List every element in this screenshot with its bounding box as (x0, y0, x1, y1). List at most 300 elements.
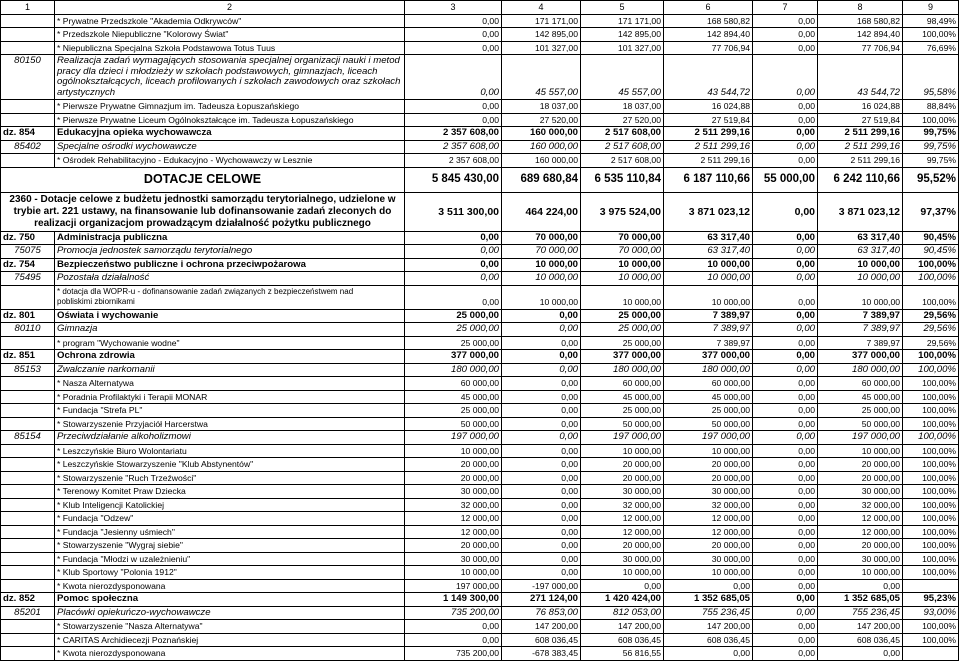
section-code (1, 485, 55, 499)
section-row (1, 350, 959, 364)
value-cell: 10 000,00 (581, 444, 664, 458)
value-cell: 0,00 (753, 309, 818, 323)
value-cell: 0,00 (502, 458, 581, 472)
value-cell: 63 317,40 (664, 245, 753, 259)
value-cell: 20 000,00 (818, 458, 903, 472)
value-cell: 30 000,00 (664, 552, 753, 566)
section-code (1, 28, 55, 42)
table-row (1, 539, 959, 553)
row-label: 2360 - Dotacje celowe z budżetu jednostki samorządu terytorialnego, udzielone w trybie art. 221 ustawy, na finansowanie lub dofinansowanie zadań zleconych do realizacji organizacjom prowadzącym działalność pożytku publicznego (1, 192, 405, 231)
column-number: 7 (753, 1, 818, 15)
value-cell: 0,00 (502, 363, 581, 377)
section-row (1, 127, 959, 141)
value-cell: 0,00 (753, 258, 818, 272)
value-cell: 0,00 (502, 444, 581, 458)
section-code (1, 100, 55, 114)
value-cell (903, 647, 959, 661)
value-cell: 20 000,00 (818, 471, 903, 485)
table-row (1, 41, 959, 55)
value-cell: 25 000,00 (818, 404, 903, 418)
row-label: Ochrona zdrowia (55, 350, 405, 364)
row-label: Pomoc społeczna (55, 593, 405, 607)
value-cell: 464 224,00 (502, 192, 581, 231)
value-cell: 6 187 110,66 (664, 167, 753, 192)
value-cell: 0,00 (753, 512, 818, 526)
row-label: Promocja jednostek samorządu terytorialnego (55, 245, 405, 259)
row-label: * Terenowy Komitet Praw Dziecka (55, 485, 405, 499)
value-cell: 10 000,00 (818, 285, 903, 309)
value-cell: 20 000,00 (581, 539, 664, 553)
value-cell: 0,00 (502, 350, 581, 364)
value-cell: 147 200,00 (581, 620, 664, 634)
row-label: * Klub Sportowy "Polonia 1912" (55, 566, 405, 580)
value-cell: 100,00% (903, 431, 959, 445)
value-cell: 168 580,82 (818, 14, 903, 28)
value-cell: 27 520,00 (502, 113, 581, 127)
value-cell: 0,00 (405, 272, 502, 286)
table-row (1, 417, 959, 431)
table-row (1, 485, 959, 499)
section-code (1, 390, 55, 404)
value-cell: 0,00 (753, 444, 818, 458)
value-cell: 1 352 685,05 (818, 593, 903, 607)
table-row (1, 444, 959, 458)
value-cell: 0,00 (753, 377, 818, 391)
value-cell: 3 871 023,12 (818, 192, 903, 231)
value-cell: 88,84% (903, 100, 959, 114)
column-number: 4 (502, 1, 581, 15)
row-label: * Stowarzyszenie "Ruch Trzeźwości" (55, 471, 405, 485)
value-cell: 45 000,00 (405, 390, 502, 404)
value-cell: 0,00 (753, 471, 818, 485)
value-cell: 147 200,00 (818, 620, 903, 634)
value-cell: 0,00 (502, 512, 581, 526)
value-cell: -678 383,45 (502, 647, 581, 661)
value-cell: 10 000,00 (818, 444, 903, 458)
value-cell: 0,00 (753, 323, 818, 337)
subsection-row (1, 363, 959, 377)
value-cell: 0,00 (502, 552, 581, 566)
value-cell: 0,00 (502, 431, 581, 445)
table-row (1, 336, 959, 350)
value-cell: 101 327,00 (581, 41, 664, 55)
value-cell: 608 036,45 (818, 633, 903, 647)
value-cell: 20 000,00 (664, 539, 753, 553)
value-cell: 18 037,00 (581, 100, 664, 114)
value-cell: 0,00 (753, 272, 818, 286)
row-label: Przeciwdziałanie alkoholizmowi (55, 431, 405, 445)
value-cell: 76,69% (903, 41, 959, 55)
value-cell: 2 511 299,16 (818, 127, 903, 141)
value-cell: 43 544,72 (664, 55, 753, 100)
row-label: * Kwota nierozdysponowana (55, 579, 405, 593)
value-cell: 90,45% (903, 245, 959, 259)
value-cell: 100,00% (903, 363, 959, 377)
value-cell: 0,00 (405, 100, 502, 114)
value-cell: 1 352 685,05 (664, 593, 753, 607)
table-row (1, 552, 959, 566)
value-cell: 25 000,00 (405, 309, 502, 323)
value-cell: 0,00 (753, 539, 818, 553)
value-cell: 10 000,00 (818, 258, 903, 272)
row-label-line: pobliskimi zbiornikami (57, 297, 135, 306)
value-cell: 0,00 (753, 363, 818, 377)
table-body (1, 1, 959, 661)
section-code (1, 552, 55, 566)
value-cell: 93,00% (903, 606, 959, 620)
value-cell: 99,75% (903, 140, 959, 154)
value-cell: 10 000,00 (664, 444, 753, 458)
value-cell: 30 000,00 (818, 485, 903, 499)
row-label (55, 285, 405, 309)
value-cell: 12 000,00 (405, 512, 502, 526)
value-cell: 180 000,00 (664, 363, 753, 377)
section-code (1, 377, 55, 391)
grant-group-row (1, 192, 959, 231)
value-cell: 99,75% (903, 154, 959, 168)
value-cell: 25 000,00 (664, 404, 753, 418)
table-row (1, 498, 959, 512)
table-row (1, 113, 959, 127)
value-cell: 2 511 299,16 (664, 154, 753, 168)
value-cell: 100,00% (903, 350, 959, 364)
value-cell: 25 000,00 (405, 336, 502, 350)
row-label: * Fundacja "Jesienny uśmiech" (55, 525, 405, 539)
value-cell: 0,00 (753, 404, 818, 418)
value-cell: 0,00 (405, 55, 502, 100)
value-cell: 2 511 299,16 (664, 140, 753, 154)
value-cell: 0,00 (502, 498, 581, 512)
value-cell: 7 389,97 (818, 309, 903, 323)
section-code (1, 525, 55, 539)
value-cell: 171 171,00 (581, 14, 664, 28)
value-cell: 0,00 (664, 579, 753, 593)
value-cell: 2 517 608,00 (581, 140, 664, 154)
value-cell: 377 000,00 (818, 350, 903, 364)
section-code (1, 336, 55, 350)
value-cell: 0,00 (753, 620, 818, 634)
section-code (1, 41, 55, 55)
section-code: 85402 (1, 140, 55, 154)
value-cell: 735 200,00 (405, 647, 502, 661)
subsection-row (1, 140, 959, 154)
value-cell: 0,00 (502, 404, 581, 418)
value-cell: 32 000,00 (581, 498, 664, 512)
value-cell: 1 420 424,00 (581, 593, 664, 607)
value-cell: 10 000,00 (405, 566, 502, 580)
row-label: * Leszczyńskie Stowarzyszenie "Klub Abstynentów" (55, 458, 405, 472)
section-code: dz. 852 (1, 593, 55, 607)
column-number: 3 (405, 1, 502, 15)
row-label: Gimnazja (55, 323, 405, 337)
value-cell: 100,00% (903, 285, 959, 309)
value-cell: 12 000,00 (664, 512, 753, 526)
value-cell: 30 000,00 (405, 552, 502, 566)
table-row (1, 525, 959, 539)
section-code (1, 285, 55, 309)
value-cell: 10 000,00 (581, 285, 664, 309)
value-cell: 608 036,45 (581, 633, 664, 647)
value-cell: 197 000,00 (405, 579, 502, 593)
value-cell: 100,00% (903, 113, 959, 127)
value-cell: 0,00 (405, 620, 502, 634)
value-cell: 18 037,00 (502, 100, 581, 114)
value-cell: 0,00 (405, 41, 502, 55)
value-cell: 180 000,00 (581, 363, 664, 377)
column-number: 1 (1, 1, 55, 15)
value-cell: 30 000,00 (581, 485, 664, 499)
value-cell: 12 000,00 (405, 525, 502, 539)
value-cell: 63 317,40 (818, 231, 903, 245)
row-label: * Fundacja "Młodzi w uzależnieniu" (55, 552, 405, 566)
value-cell: 30 000,00 (818, 552, 903, 566)
section-code (1, 512, 55, 526)
value-cell: 45 000,00 (664, 390, 753, 404)
table-row (1, 633, 959, 647)
section-code: 75495 (1, 272, 55, 286)
value-cell: 55 000,00 (753, 167, 818, 192)
section-code: 85153 (1, 363, 55, 377)
subsection-row (1, 272, 959, 286)
value-cell: 95,52% (903, 167, 959, 192)
value-cell: 20 000,00 (405, 458, 502, 472)
value-cell: 608 036,45 (664, 633, 753, 647)
value-cell: 29,56% (903, 309, 959, 323)
subsection-row (1, 606, 959, 620)
total-row (1, 167, 959, 192)
value-cell: 10 000,00 (581, 272, 664, 286)
section-code (1, 14, 55, 28)
row-label: Administracja publiczna (55, 231, 405, 245)
column-number-header (1, 1, 959, 15)
value-cell: 50 000,00 (664, 417, 753, 431)
value-cell: 147 200,00 (502, 620, 581, 634)
value-cell: 142 895,00 (581, 28, 664, 42)
value-cell: 0,00 (502, 525, 581, 539)
value-cell: 25 000,00 (581, 336, 664, 350)
value-cell: 90,45% (903, 231, 959, 245)
section-code (1, 458, 55, 472)
value-cell: 77 706,94 (818, 41, 903, 55)
value-cell: 0,00 (753, 431, 818, 445)
value-cell: 0,00 (753, 55, 818, 100)
value-cell: 70 000,00 (502, 231, 581, 245)
value-cell: 171 171,00 (502, 14, 581, 28)
row-label: * Pierwsze Prywatne Liceum Ogólnokształcące im. Tadeusza Łopuszańskiego (55, 113, 405, 127)
row-label: * Klub Inteligencji Katolickiej (55, 498, 405, 512)
value-cell: 0,00 (753, 498, 818, 512)
value-cell: 10 000,00 (664, 258, 753, 272)
value-cell: 70 000,00 (502, 245, 581, 259)
value-cell: 0,00 (502, 323, 581, 337)
value-cell: 7 389,97 (664, 323, 753, 337)
value-cell: 100,00% (903, 471, 959, 485)
section-code: 80110 (1, 323, 55, 337)
value-cell: 7 389,97 (818, 323, 903, 337)
value-cell: 45 557,00 (581, 55, 664, 100)
value-cell: 10 000,00 (664, 272, 753, 286)
value-cell: 2 511 299,16 (664, 127, 753, 141)
value-cell: 20 000,00 (581, 458, 664, 472)
value-cell: 100,00% (903, 633, 959, 647)
value-cell: 2 357 608,00 (405, 140, 502, 154)
value-cell: 10 000,00 (664, 285, 753, 309)
section-code (1, 498, 55, 512)
value-cell: 142 895,00 (502, 28, 581, 42)
value-cell: 7 389,97 (818, 336, 903, 350)
row-label: * Fundacja "Odzew" (55, 512, 405, 526)
value-cell: 0,00 (502, 336, 581, 350)
row-label: * Poradnia Profilaktyki i Terapii MONAR (55, 390, 405, 404)
value-cell: 27 519,84 (664, 113, 753, 127)
section-code: 85201 (1, 606, 55, 620)
value-cell: 0,00 (502, 417, 581, 431)
value-cell: 27 520,00 (581, 113, 664, 127)
value-cell: 50 000,00 (818, 417, 903, 431)
value-cell: 0,00 (405, 258, 502, 272)
value-cell: 142 894,40 (664, 28, 753, 42)
value-cell: 377 000,00 (405, 350, 502, 364)
row-label: * Stowarzyszenie "Nasza Alternatywa" (55, 620, 405, 634)
value-cell: 100,00% (903, 566, 959, 580)
value-cell: 735 200,00 (405, 606, 502, 620)
value-cell: 608 036,45 (502, 633, 581, 647)
row-label: DOTACJE CELOWE (1, 167, 405, 192)
value-cell: 70 000,00 (581, 231, 664, 245)
value-cell: 12 000,00 (818, 512, 903, 526)
row-label: * Leszczyńskie Biuro Wolontariatu (55, 444, 405, 458)
value-cell: 689 680,84 (502, 167, 581, 192)
value-cell: 2 511 299,16 (818, 140, 903, 154)
section-code: 85154 (1, 431, 55, 445)
value-cell: 12 000,00 (818, 525, 903, 539)
value-cell: 0,00 (753, 525, 818, 539)
row-label: * Kwota nierozdysponowana (55, 647, 405, 661)
value-cell: 0,00 (753, 606, 818, 620)
section-code (1, 620, 55, 634)
value-cell: 0,00 (753, 245, 818, 259)
value-cell: 0,00 (502, 485, 581, 499)
section-code (1, 539, 55, 553)
value-cell: 30 000,00 (664, 485, 753, 499)
value-cell: 70 000,00 (581, 245, 664, 259)
row-label: Bezpieczeństwo publiczne i ochrona przeciwpożarowa (55, 258, 405, 272)
value-cell: 25 000,00 (405, 404, 502, 418)
table-row (1, 28, 959, 42)
subsection-row (1, 55, 959, 100)
value-cell: 10 000,00 (502, 285, 581, 309)
row-label: * Prywatne Przedszkole "Akademia Odkrywców" (55, 14, 405, 28)
table-row (1, 377, 959, 391)
value-cell: 0,00 (502, 309, 581, 323)
value-cell: 10 000,00 (581, 566, 664, 580)
row-label: * Stowarzyszenie Przyjaciół Harcerstwa (55, 417, 405, 431)
value-cell: 30 000,00 (405, 485, 502, 499)
value-cell: 3 511 300,00 (405, 192, 502, 231)
value-cell: 100,00% (903, 498, 959, 512)
value-cell: 100,00% (903, 390, 959, 404)
row-label: * Pierwsze Prywatne Gimnazjum im. Tadeusza Łopuszańskiego (55, 100, 405, 114)
value-cell: 25 000,00 (581, 404, 664, 418)
value-cell: 0,00 (753, 647, 818, 661)
value-cell: 0,00 (502, 390, 581, 404)
value-cell: 60 000,00 (405, 377, 502, 391)
value-cell: 0,00 (753, 192, 818, 231)
value-cell: 0,00 (753, 154, 818, 168)
value-cell: 2 511 299,16 (818, 154, 903, 168)
column-number: 8 (818, 1, 903, 15)
value-cell: 0,00 (753, 285, 818, 309)
row-label: Pozostała działalność (55, 272, 405, 286)
row-label: * Nasza Alternatywa (55, 377, 405, 391)
value-cell: 0,00 (502, 471, 581, 485)
table-row (1, 100, 959, 114)
value-cell: 97,37% (903, 192, 959, 231)
value-cell: 32 000,00 (818, 498, 903, 512)
value-cell: 0,00 (405, 231, 502, 245)
value-cell: 2 357 608,00 (405, 127, 502, 141)
value-cell: 0,00 (753, 417, 818, 431)
table-row (1, 647, 959, 661)
table-row (1, 620, 959, 634)
section-code: dz. 750 (1, 231, 55, 245)
value-cell: 377 000,00 (664, 350, 753, 364)
value-cell: 0,00 (753, 566, 818, 580)
value-cell: 0,00 (753, 593, 818, 607)
value-cell: 0,00 (753, 458, 818, 472)
value-cell: 160 000,00 (502, 140, 581, 154)
value-cell: 12 000,00 (581, 512, 664, 526)
value-cell: 32 000,00 (405, 498, 502, 512)
value-cell: 271 124,00 (502, 593, 581, 607)
row-label: * Przedszkole Niepubliczne "Kolorowy Świat" (55, 28, 405, 42)
value-cell: 6 242 110,66 (818, 167, 903, 192)
row-label: Edukacyjna opieka wychowawcza (55, 127, 405, 141)
table-row (1, 579, 959, 593)
value-cell: 0,00 (753, 28, 818, 42)
value-cell: 755 236,45 (664, 606, 753, 620)
column-number: 9 (903, 1, 959, 15)
value-cell: 10 000,00 (818, 272, 903, 286)
value-cell: 160 000,00 (502, 127, 581, 141)
value-cell: 45 557,00 (502, 55, 581, 100)
value-cell: 0,00 (753, 552, 818, 566)
value-cell: 60 000,00 (818, 377, 903, 391)
value-cell: 27 519,84 (818, 113, 903, 127)
value-cell: 0,00 (753, 336, 818, 350)
value-cell: 100,00% (903, 458, 959, 472)
value-cell: 63 317,40 (664, 231, 753, 245)
value-cell: 100,00% (903, 512, 959, 526)
value-cell: 0,00 (753, 14, 818, 28)
value-cell: 29,56% (903, 336, 959, 350)
value-cell: 100,00% (903, 272, 959, 286)
value-cell: 29,56% (903, 323, 959, 337)
value-cell: 10 000,00 (818, 566, 903, 580)
row-label: Realizacja zadań wymagających stosowania specjalnej organizacji nauki i metod pracy dla dzieci i młodzieży w szkołach podstawowych, gimnazjach, liceach ogólnokształcących, liceach profilowanych i szkołach zawodowych oraz szkołach artystycznych (55, 55, 405, 100)
section-code: dz. 851 (1, 350, 55, 364)
value-cell: 99,75% (903, 127, 959, 141)
section-code (1, 154, 55, 168)
value-cell: 197 000,00 (664, 431, 753, 445)
value-cell: 2 357 608,00 (405, 154, 502, 168)
subsection-row (1, 323, 959, 337)
value-cell: 0,00 (753, 633, 818, 647)
value-cell: 12 000,00 (664, 525, 753, 539)
value-cell: 7 389,97 (664, 309, 753, 323)
subsection-row (1, 431, 959, 445)
value-cell: 16 024,88 (664, 100, 753, 114)
